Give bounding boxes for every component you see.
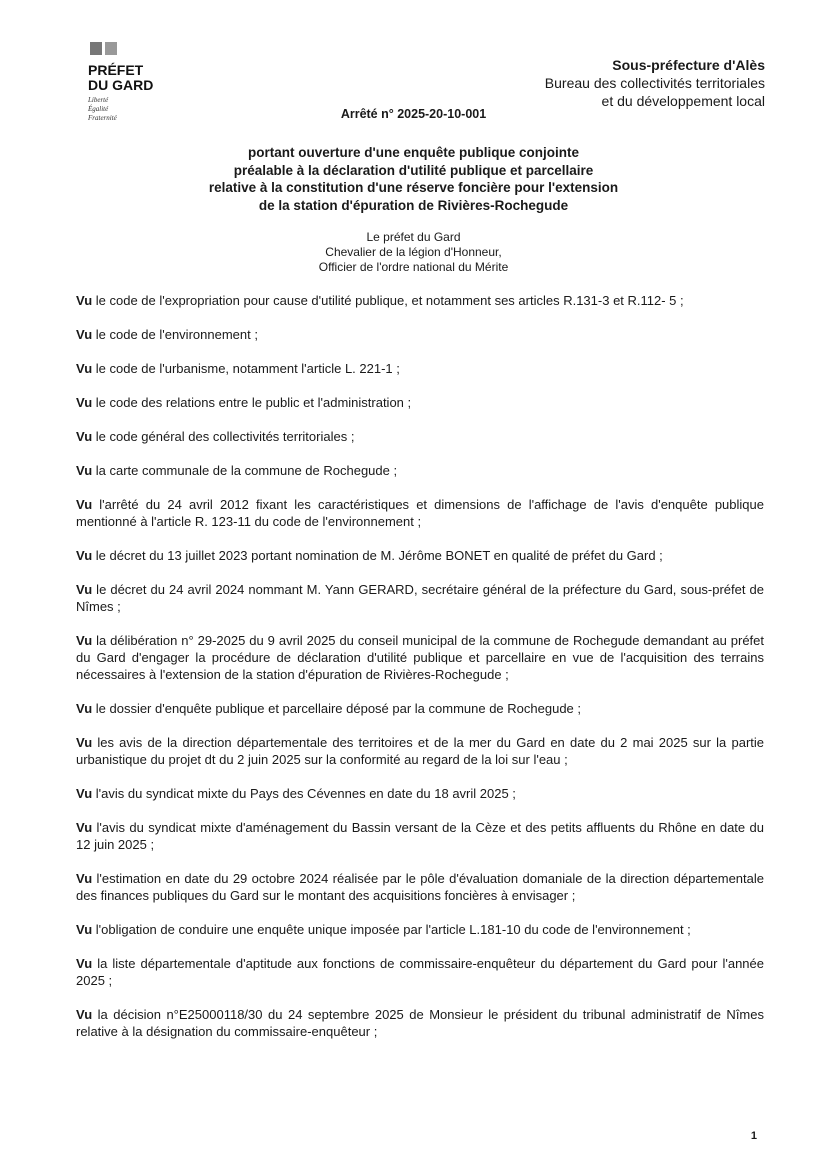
visa-text: les avis de la direction départementale des territoires et de la mer du Gard en date du 2 mai 2025 sur la partie urbanistique du projet dt du 2 juin 2025 sur la conformité au regard de la loi sur l'eau ; bbox=[76, 735, 764, 767]
visa-vu: Vu bbox=[76, 395, 93, 410]
visa-text: l'estimation en date du 29 octobre 2024 réalisée par le pôle d'évaluation domaniale de la direction départementale des finances publiques du Gard sur le montant des acquisitions foncières à envisager ; bbox=[76, 871, 764, 903]
visas-list bbox=[76, 292, 764, 1057]
prefet-line: Le préfet du Gard bbox=[366, 230, 461, 244]
visa-paragraph bbox=[76, 428, 764, 445]
visa-text: le décret du 24 avril 2024 nommant M. Yann GERARD, secrétaire général de la préfecture du Gard, sous-préfet de Nîmes ; bbox=[76, 582, 764, 614]
visa-vu: Vu bbox=[76, 701, 93, 716]
visa-vu: Vu bbox=[76, 429, 93, 444]
visa-vu: Vu bbox=[76, 922, 93, 937]
visa-text: le code de l'environnement ; bbox=[92, 327, 258, 342]
service-title: Sous-préfecture d'Alès bbox=[612, 57, 765, 73]
visa-paragraph bbox=[76, 785, 764, 802]
visa-text: la délibération n° 29-2025 du 9 avril 2025 du conseil municipal de la commune de Rochegude demandant au préfet du Gard d'engager la procédure de déclaration d'utilité publique et parcellaire en vue de l'acquisition des terrains nécessaires à l'extension de la station d'épuration de Rivières-Rochegude ; bbox=[76, 633, 764, 682]
visa-vu: Vu bbox=[76, 1007, 93, 1022]
visa-vu: Vu bbox=[76, 463, 93, 478]
visa-text: l'arrêté du 24 avril 2012 fixant les caractéristiques et dimensions de l'affichage de l'avis d'enquête publique mentionné à l'article R. 123-11 du code de l'environnement ; bbox=[76, 497, 764, 529]
object-line: de la station d'épuration de Rivières-Rochegude bbox=[258, 197, 569, 213]
visa-paragraph bbox=[76, 292, 764, 309]
visa-paragraph bbox=[76, 632, 764, 683]
visa-vu: Vu bbox=[76, 548, 93, 563]
visa-vu: Vu bbox=[76, 361, 93, 376]
visa-text: la liste départementale d'aptitude aux fonctions de commissaire-enquêteur du département du Gard pour l'année 2025 ; bbox=[76, 956, 764, 988]
visa-vu: Vu bbox=[76, 786, 93, 801]
visa-text: l'avis du syndicat mixte du Pays des Cévennes en date du 18 avril 2025 ; bbox=[92, 786, 516, 801]
motto-liberte: Liberté bbox=[88, 96, 109, 104]
visa-vu: Vu bbox=[76, 633, 93, 648]
visa-text: l'obligation de conduire une enquête unique imposée par l'article L.181-10 du code de l'environnement ; bbox=[92, 922, 691, 937]
visa-text: le décret du 13 juillet 2023 portant nomination de M. Jérôme BONET en qualité de préfet du Gard ; bbox=[92, 548, 663, 563]
visa-paragraph bbox=[76, 360, 764, 377]
motto-fraternite: Fraternité bbox=[88, 114, 117, 122]
visa-paragraph bbox=[76, 734, 764, 768]
visa-vu: Vu bbox=[76, 327, 93, 342]
motto-egalite: Égalité bbox=[88, 105, 109, 113]
visa-paragraph bbox=[76, 955, 764, 989]
visa-text: le code de l'urbanisme, notamment l'article L. 221-1 ; bbox=[92, 361, 400, 376]
visa-paragraph bbox=[76, 819, 764, 853]
logo-name bbox=[88, 63, 153, 93]
visa-text: le code des relations entre le public et l'administration ; bbox=[92, 395, 412, 410]
visa-paragraph bbox=[76, 700, 764, 717]
page-number: 1 bbox=[750, 1130, 757, 1142]
prefet-line: Officier de l'ordre national du Mérite bbox=[318, 260, 509, 274]
service-line2: et du développement local bbox=[601, 93, 765, 109]
visa-vu: Vu bbox=[76, 820, 93, 835]
arrete-number: Arrêté n° 2025-20-10-001 bbox=[340, 107, 487, 121]
object-line: préalable à la déclaration d'utilité publique et parcellaire bbox=[233, 162, 594, 178]
visa-text: le dossier d'enquête publique et parcellaire déposé par la commune de Rochegude ; bbox=[92, 701, 581, 716]
arrete-object bbox=[0, 144, 827, 214]
prefet-line: Chevalier de la légion d'Honneur, bbox=[325, 245, 502, 259]
visa-text: la décision n°E25000118/30 du 24 septembre 2025 de Monsieur le président du tribunal administratif de Nîmes relative à la désignation du commissaire-enquêteur ; bbox=[76, 1007, 764, 1039]
marianne-flag-icon bbox=[90, 42, 153, 55]
object-line: relative à la constitution d'une réserve foncière pour l'extension bbox=[208, 180, 619, 195]
visa-vu: Vu bbox=[76, 582, 93, 597]
visa-vu: Vu bbox=[76, 956, 93, 971]
service-line1: Bureau des collectivités territoriales bbox=[544, 75, 765, 91]
visa-vu: Vu bbox=[76, 293, 93, 308]
logo-name-line2: DU GARD bbox=[88, 77, 154, 93]
logo-name-line1: PRÉFET bbox=[88, 62, 144, 78]
service-header bbox=[545, 56, 765, 110]
visa-paragraph bbox=[76, 870, 764, 904]
object-line: portant ouverture d'une enquête publique conjointe bbox=[248, 145, 579, 160]
visa-paragraph bbox=[76, 921, 764, 938]
prefet-titles bbox=[0, 230, 827, 275]
visa-text: la carte communale de la commune de Rochegude ; bbox=[92, 463, 398, 478]
visa-paragraph bbox=[76, 1006, 764, 1040]
visa-text: l'avis du syndicat mixte d'aménagement du Bassin versant de la Cèze et des petits affluents du Rhône en date du 12 juin 2025 ; bbox=[76, 820, 764, 852]
visa-vu: Vu bbox=[76, 735, 93, 750]
visa-paragraph bbox=[76, 462, 764, 479]
visa-paragraph bbox=[76, 326, 764, 343]
visa-text: le code général des collectivités territoriales ; bbox=[92, 429, 355, 444]
visa-paragraph bbox=[76, 394, 764, 411]
visa-paragraph bbox=[76, 496, 764, 530]
visa-paragraph bbox=[76, 547, 764, 564]
visa-text: le code de l'expropriation pour cause d'utilité publique, et notamment ses articles R.131-3 et R.112- 5 ; bbox=[92, 293, 684, 308]
visa-paragraph bbox=[76, 581, 764, 615]
visa-vu: Vu bbox=[76, 871, 93, 886]
visa-vu: Vu bbox=[76, 497, 93, 512]
